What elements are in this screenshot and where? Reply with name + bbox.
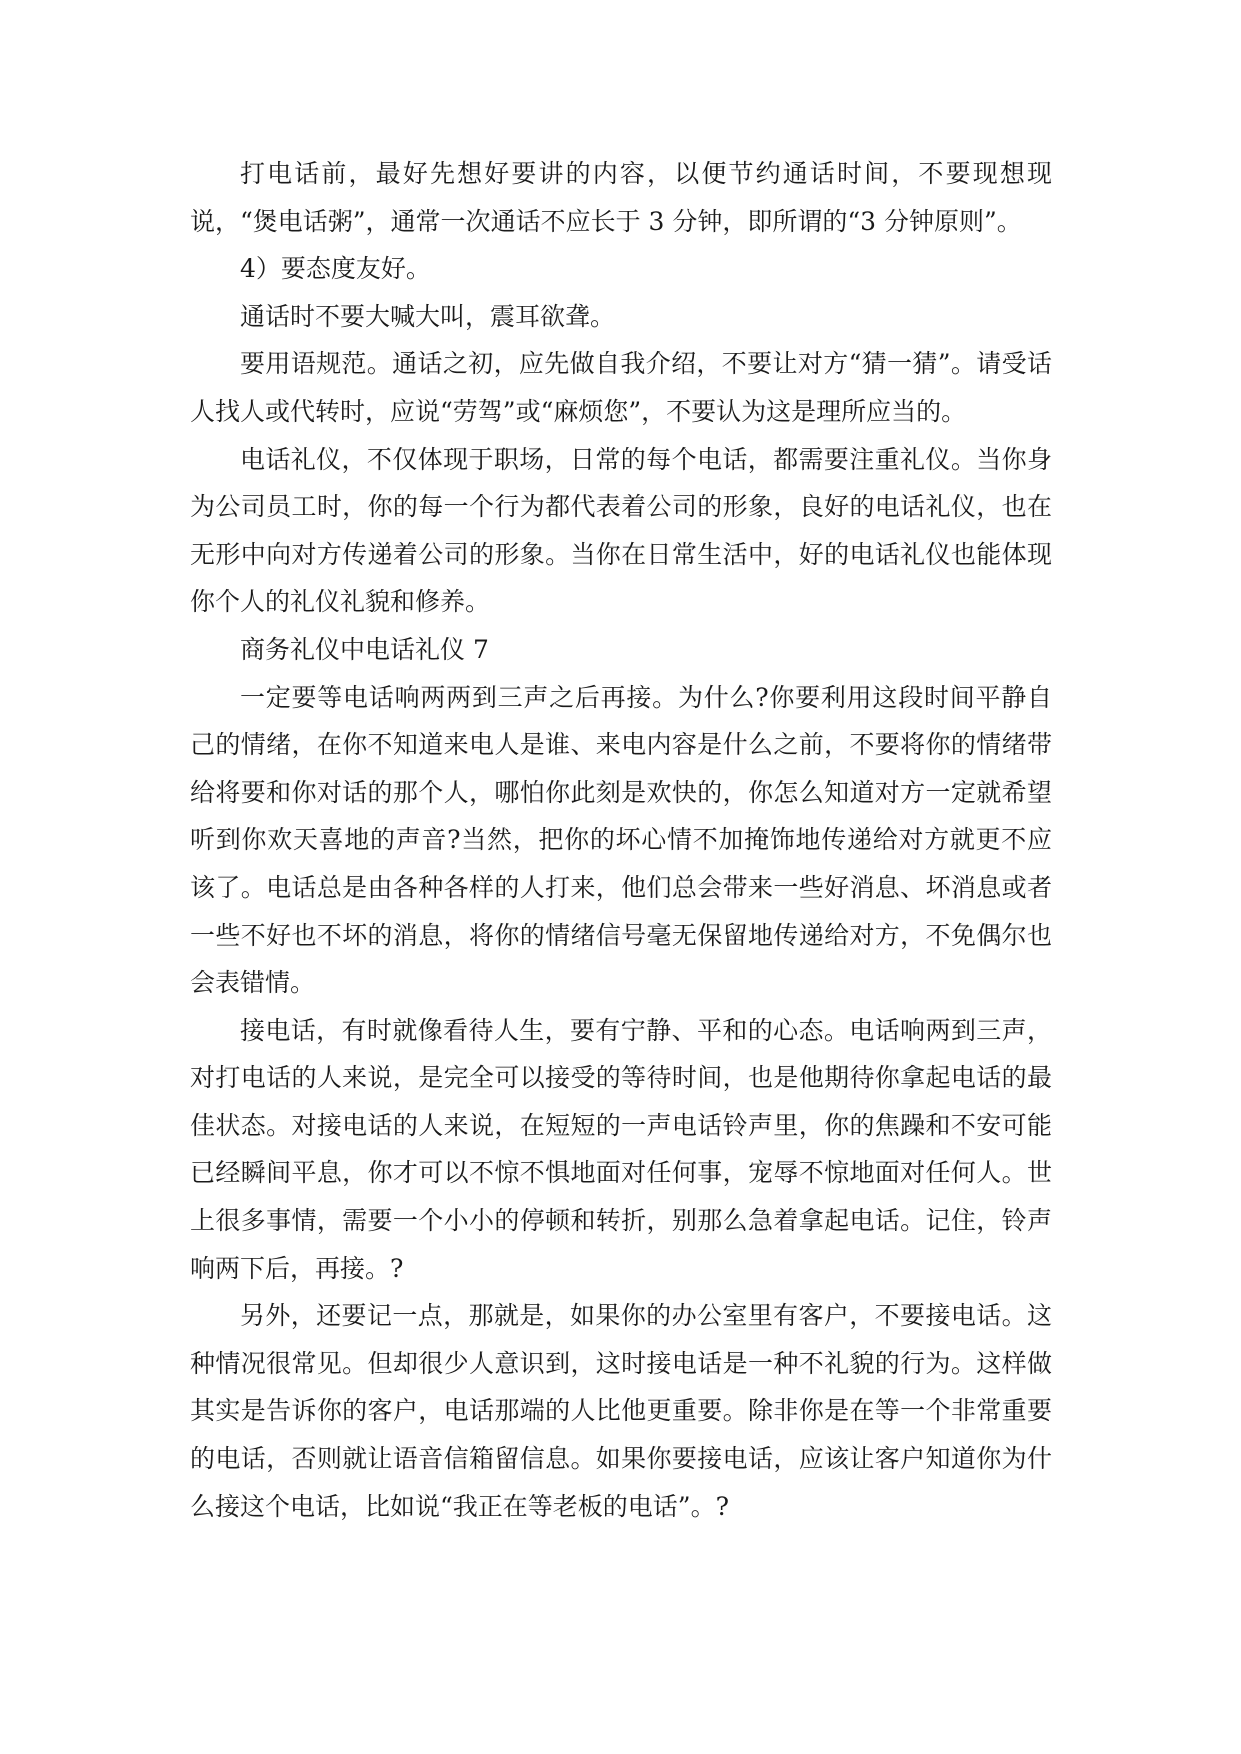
paragraph-three-minute-rule: 打电话前，最好先想好要讲的内容，以便节约通话时间，不要现想现说，“煲电话粥”，通常一次通话不应长于 3 分钟，即所谓的“3 分钟原则”。 [190,159,1052,236]
paragraph-clients-in-office: 另外，还要记一点，那就是，如果你的办公室里有客户，不要接电话。这种情况很常见。但却很少人意识到，这时接电话是一种不礼貌的行为。这样做其实是告诉你的客户，电话那端的人比他更重要。除非你是在等一个非常重要的电话，否则就让语音信箱留信息。如果你要接电话，应该让客户知道你为什么接这个电话，比如说“我正在等老板的电话”。? [190,1301,1052,1521]
paragraph-phone-etiquette-importance: 电话礼仪，不仅体现于职场，日常的每个电话，都需要注重礼仪。当你身为公司员工时，你的每一个行为都代表着公司的形象，良好的电话礼仪，也在无形中向对方传递着公司的形象。当你在日常生活中，好的电话礼仪也能体现你个人的礼仪礼貌和修养。 [190,444,1052,617]
paragraph-friendly-attitude-heading: 4）要态度友好。 [240,254,431,284]
document-body [190,150,1052,1530]
paragraph-no-shouting: 通话时不要大喊大叫，震耳欲聋。 [240,301,616,331]
section-heading-etiquette-7: 商务礼仪中电话礼仪 7 [240,634,489,664]
paragraph-standard-language: 要用语规范。通话之初，应先做自我介绍，不要让对方“猜一猜”。请受话人找人或代转时，应说“劳驾”或“麻烦您”，不要认为这是理所应当的。 [190,349,1052,426]
paragraph-calm-mindset: 接电话，有时就像看待人生，要有宁静、平和的心态。电话响两到三声，对打电话的人来说，是完全可以接受的等待时间，也是他期待你拿起电话的最佳状态。对接电话的人来说，在短短的一声电话铃声里，你的焦躁和不安可能已经瞬间平息，你才可以不惊不惧地面对任何事，宠辱不惊地面对任何人。世上很多事情，需要一个小小的停顿和转折，别那么急着拿起电话。记住，铃声响两下后，再接。? [190,1015,1052,1283]
paragraph-wait-before-answering: 一定要等电话响两两到三声之后再接。为什么?你要利用这段时间平静自己的情绪，在你不知道来电人是谁、来电内容是什么之前，不要将你的情绪带给将要和你对话的那个人，哪怕你此刻是欢快的，你怎么知道对方一定就希望听到你欢天喜地的声音?当然，把你的坏心情不加掩饰地传递给对方就更不应该了。电话总是由各种各样的人打来，他们总会带来一些好消息、坏消息或者一些不好也不坏的消息，将你的情绪信号毫无保留地传递给对方，不免偶尔也会表错情。 [190,682,1052,998]
